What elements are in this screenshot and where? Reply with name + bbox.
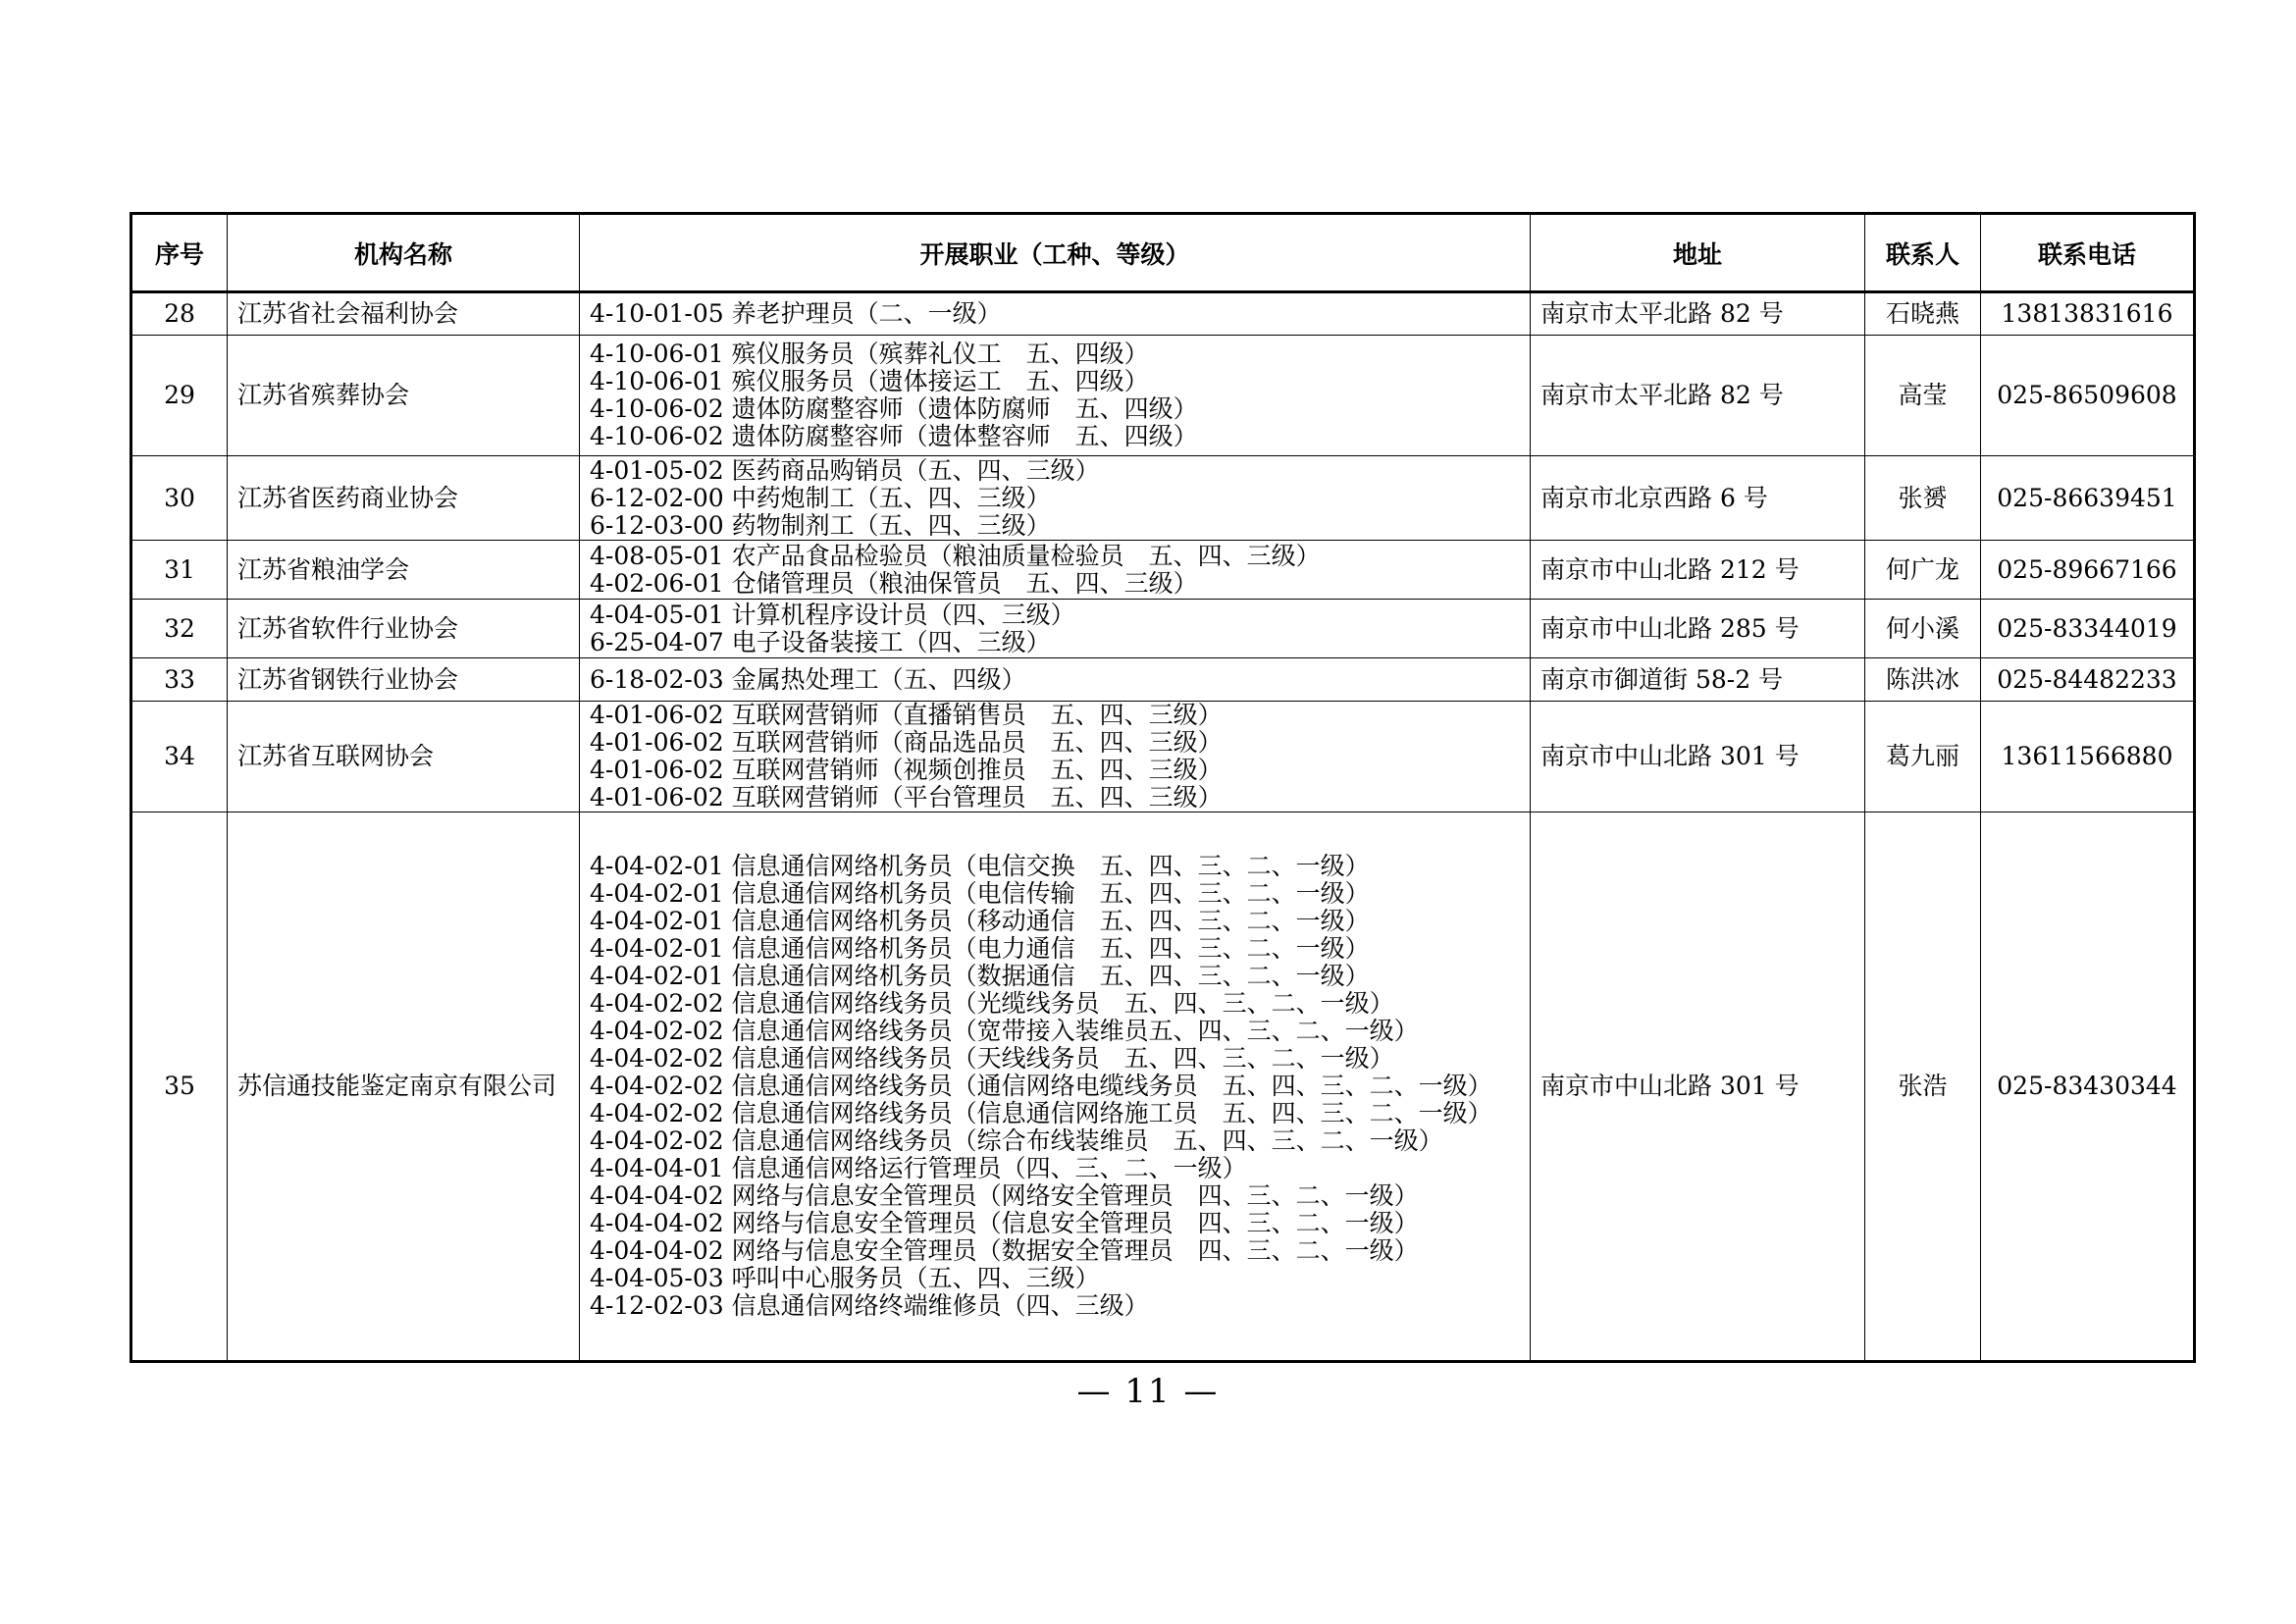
occupation-list: [580, 541, 1531, 600]
contact-person: 何小溪: [1865, 600, 1981, 658]
occupation-item: 4-01-06-02 互联网营销师（平台管理员 五、四、三级）: [590, 783, 1223, 812]
row-number: 28: [131, 292, 228, 336]
occupation-item: 4-01-06-02 互联网营销师（视频创推员 五、四、三级）: [590, 756, 1223, 784]
contact-person: 张赟: [1865, 456, 1981, 541]
occupation-item: 4-04-02-01 信息通信网络机务员（电信传输 五、四、三、二、一级）: [590, 879, 1370, 908]
occupation-item: 4-04-02-02 信息通信网络线务员（光缆线务员 五、四、三、二、一级）: [590, 989, 1394, 1018]
header-contact: 联系人: [1865, 214, 1981, 292]
contact-person: 高莹: [1865, 336, 1981, 456]
row-number: 33: [131, 658, 228, 702]
occupation-item: 6-18-02-03 金属热处理工（五、四级）: [590, 664, 1026, 694]
occupation-item: 4-08-05-01 农产品食品检验员（粮油质量检验员 五、四、三级）: [590, 541, 1321, 570]
address: 南京市太平北路 82 号: [1531, 292, 1865, 336]
contact-person: 石晓燕: [1865, 292, 1981, 336]
table-row: [131, 702, 2195, 812]
occupation-item: 4-04-05-01 计算机程序设计员（四、三级）: [590, 600, 1075, 629]
occupation-item: 4-01-06-02 互联网营销师（直播销售员 五、四、三级）: [590, 701, 1223, 729]
table-row: [131, 456, 2195, 541]
row-number: 31: [131, 541, 228, 600]
org-name: 江苏省软件行业协会: [228, 600, 580, 658]
occupation-list: [580, 336, 1531, 456]
table-row: [131, 292, 2195, 336]
phone-number: 025-86509608: [1981, 336, 2195, 456]
header-no: 序号: [131, 214, 228, 292]
occupation-item: 4-12-02-03 信息通信网络终端维修员（四、三级）: [590, 1291, 1149, 1320]
occupation-list: [580, 702, 1531, 812]
row-number: 34: [131, 702, 228, 812]
address: 南京市御道街 58-2 号: [1531, 658, 1865, 702]
phone-number: 025-86639451: [1981, 456, 2195, 541]
occupation-item: 4-10-06-02 遗体防腐整容师（遗体防腐师 五、四级）: [590, 394, 1198, 423]
occupation-item: 4-04-02-02 信息通信网络线务员（通信网络电缆线务员 五、四、三、二、一级）: [590, 1072, 1492, 1100]
occupation-item: 4-04-02-01 信息通信网络机务员（电力通信 五、四、三、二、一级）: [590, 934, 1370, 963]
phone-number: 025-89667166: [1981, 541, 2195, 600]
table-row: [131, 336, 2195, 456]
row-number: 30: [131, 456, 228, 541]
occupation-item: 4-04-02-02 信息通信网络线务员（综合布线装维员 五、四、三、二、一级）: [590, 1126, 1443, 1155]
occupation-item: 4-04-02-01 信息通信网络机务员（移动通信 五、四、三、二、一级）: [590, 907, 1370, 935]
address: 南京市中山北路 212 号: [1531, 541, 1865, 600]
phone-number: 13611566880: [1981, 702, 2195, 812]
row-number: 29: [131, 336, 228, 456]
contact-person: 张浩: [1865, 812, 1981, 1362]
org-name: 苏信通技能鉴定南京有限公司: [228, 812, 580, 1362]
org-name: 江苏省粮油学会: [228, 541, 580, 600]
header-address: 地址: [1531, 214, 1865, 292]
occupation-item: 4-10-01-05 养老护理员（二、一级）: [590, 299, 1002, 328]
org-name: 江苏省医药商业协会: [228, 456, 580, 541]
occupation-item: 4-04-02-02 信息通信网络线务员（宽带接入装维员五、四、三、二、一级）: [590, 1017, 1419, 1045]
occupation-item: 4-02-06-01 仓储管理员（粮油保管员 五、四、三级）: [590, 568, 1198, 598]
occupation-list: [580, 658, 1531, 702]
org-name: 江苏省互联网协会: [228, 702, 580, 812]
occupation-item: 4-04-02-01 信息通信网络机务员（电信交换 五、四、三、二、一级）: [590, 852, 1370, 880]
occupation-item: 4-10-06-01 殡仪服务员（殡葬礼仪工 五、四级）: [590, 340, 1149, 368]
occupation-item: 4-01-06-02 互联网营销师（商品选品员 五、四、三级）: [590, 728, 1223, 757]
contact-person: 何广龙: [1865, 541, 1981, 600]
table-row: [131, 600, 2195, 658]
occupation-item: 4-04-04-02 网络与信息安全管理员（信息安全管理员 四、三、二、一级）: [590, 1209, 1419, 1237]
address: 南京市中山北路 301 号: [1531, 812, 1865, 1362]
occupation-item: 6-12-03-00 药物制剂工（五、四、三级）: [590, 510, 1051, 540]
header-occupations: 开展职业（工种、等级）: [580, 214, 1531, 292]
table-body: [131, 292, 2195, 1362]
occupation-item: 4-04-02-02 信息通信网络线务员（天线线务员 五、四、三、二、一级）: [590, 1044, 1394, 1073]
occupation-list: [580, 812, 1531, 1362]
address: 南京市北京西路 6 号: [1531, 456, 1865, 541]
contact-person: 葛九丽: [1865, 702, 1981, 812]
occupation-item: 4-01-05-02 医药商品购销员（五、四、三级）: [590, 455, 1100, 485]
occupation-item: 6-12-02-00 中药炮制工（五、四、三级）: [590, 483, 1051, 512]
header-org: 机构名称: [228, 214, 580, 292]
occupation-item: 4-10-06-01 殡仪服务员（遗体接运工 五、四级）: [590, 367, 1149, 395]
phone-number: 025-84482233: [1981, 658, 2195, 702]
row-number: 32: [131, 600, 228, 658]
org-name: 江苏省钢铁行业协会: [228, 658, 580, 702]
org-name: 江苏省殡葬协会: [228, 336, 580, 456]
table-row: [131, 812, 2195, 1362]
occupation-item: 4-04-04-01 信息通信网络运行管理员（四、三、二、一级）: [590, 1154, 1247, 1182]
occupation-item: 4-10-06-02 遗体防腐整容师（遗体整容师 五、四级）: [590, 422, 1198, 450]
table-row: [131, 541, 2195, 600]
phone-number: 025-83430344: [1981, 812, 2195, 1362]
table-row: [131, 658, 2195, 702]
row-number: 35: [131, 812, 228, 1362]
org-name: 江苏省社会福利协会: [228, 292, 580, 336]
occupation-item: 4-04-02-02 信息通信网络线务员（信息通信网络施工员 五、四、三、二、一级）: [590, 1099, 1492, 1127]
occupation-item: 4-04-05-03 呼叫中心服务员（五、四、三级）: [590, 1264, 1100, 1292]
occupation-list: [580, 292, 1531, 336]
address: 南京市太平北路 82 号: [1531, 336, 1865, 456]
occupation-item: 4-04-02-01 信息通信网络机务员（数据通信 五、四、三、二、一级）: [590, 962, 1370, 990]
occupation-item: 6-25-04-07 电子设备装接工（四、三级）: [590, 627, 1051, 656]
phone-number: 025-83344019: [1981, 600, 2195, 658]
page-number: — 11 —: [1076, 1372, 1220, 1411]
table-header-row: [131, 214, 2195, 292]
occupation-item: 4-04-04-02 网络与信息安全管理员（数据安全管理员 四、三、二、一级）: [590, 1236, 1419, 1265]
address: 南京市中山北路 285 号: [1531, 600, 1865, 658]
occupation-list: [580, 600, 1531, 658]
header-phone: 联系电话: [1981, 214, 2195, 292]
institution-table: [130, 212, 2196, 1363]
occupation-item: 4-04-04-02 网络与信息安全管理员（网络安全管理员 四、三、二、一级）: [590, 1181, 1419, 1210]
occupation-list: [580, 456, 1531, 541]
contact-person: 陈洪冰: [1865, 658, 1981, 702]
address: 南京市中山北路 301 号: [1531, 702, 1865, 812]
phone-number: 13813831616: [1981, 292, 2195, 336]
